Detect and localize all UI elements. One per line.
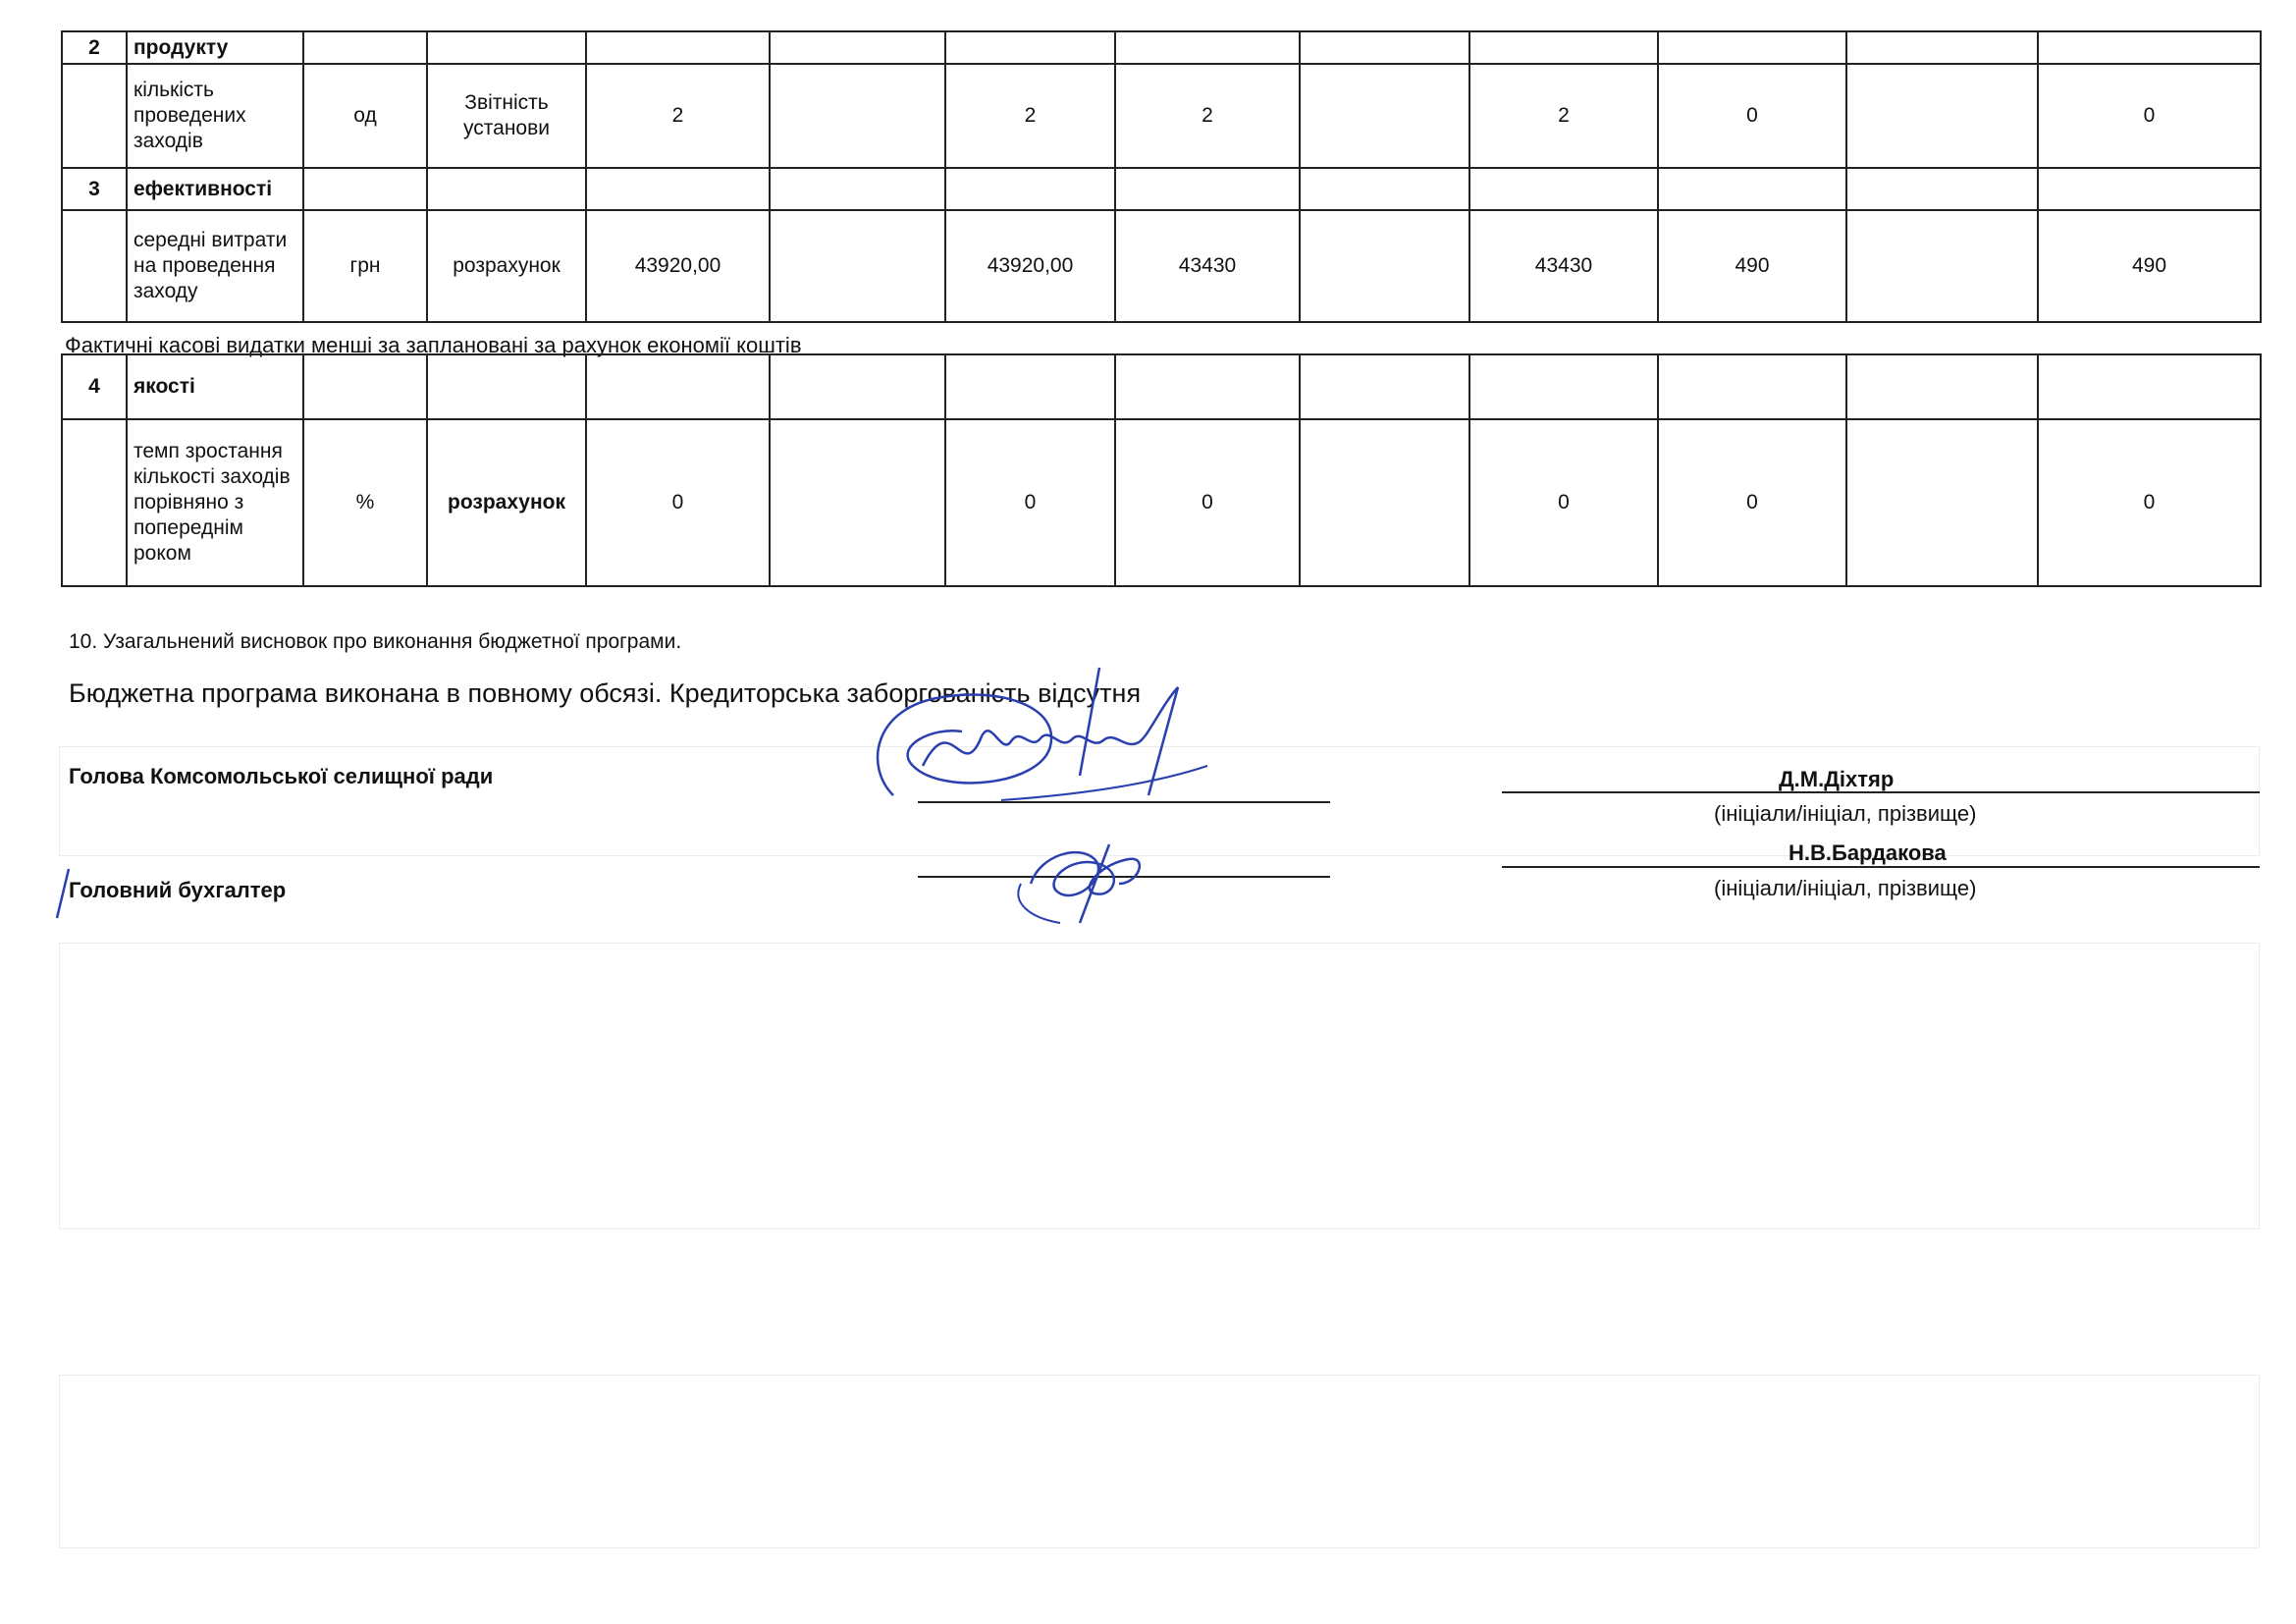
row-number: 2 xyxy=(62,31,127,64)
indicator-name: кількість проведених заходів xyxy=(127,64,303,168)
value-cell xyxy=(1300,168,1469,210)
unit-cell xyxy=(303,31,427,64)
value-cell xyxy=(770,419,945,586)
value-cell: 0 xyxy=(586,419,770,586)
row-number: 4 xyxy=(62,354,127,419)
value-cell xyxy=(1658,168,1846,210)
source-cell xyxy=(427,354,586,419)
unit-cell: грн xyxy=(303,210,427,322)
value-cell xyxy=(1846,210,2038,322)
source-cell xyxy=(427,168,586,210)
unit-cell xyxy=(303,168,427,210)
value-cell xyxy=(945,31,1115,64)
row-number xyxy=(62,210,127,322)
value-cell xyxy=(945,168,1115,210)
value-cell xyxy=(1300,31,1469,64)
value-cell: 2 xyxy=(586,64,770,168)
value-cell: 0 xyxy=(1658,419,1846,586)
value-cell: 0 xyxy=(2038,419,2261,586)
value-cell xyxy=(770,354,945,419)
value-cell: 2 xyxy=(1115,64,1300,168)
value-cell xyxy=(1658,31,1846,64)
margin-pen-mark xyxy=(49,864,79,923)
value-cell xyxy=(1115,31,1300,64)
table-row xyxy=(62,354,2261,419)
value-cell xyxy=(1846,354,2038,419)
value-cell xyxy=(770,168,945,210)
value-cell: 0 xyxy=(2038,64,2261,168)
value-cell xyxy=(1846,31,2038,64)
value-cell: 43920,00 xyxy=(945,210,1115,322)
indicators-table-part1 xyxy=(61,30,2262,323)
value-cell xyxy=(1300,419,1469,586)
value-cell xyxy=(586,31,770,64)
value-cell xyxy=(1658,354,1846,419)
value-cell: 43430 xyxy=(1469,210,1658,322)
unit-cell xyxy=(303,354,427,419)
head-signature-image xyxy=(854,648,1306,835)
value-cell xyxy=(770,210,945,322)
source-cell: Звітність установи xyxy=(427,64,586,168)
value-cell xyxy=(1300,64,1469,168)
head-caption: (ініціали/ініціал, прізвище) xyxy=(1714,801,1977,826)
source-cell xyxy=(427,31,586,64)
indicator-name: середні витрати на проведення заходу xyxy=(127,210,303,322)
unit-cell: од xyxy=(303,64,427,168)
value-cell xyxy=(1115,168,1300,210)
value-cell xyxy=(2038,168,2261,210)
accountant-title: Головний бухгалтер xyxy=(69,878,287,902)
value-cell: 0 xyxy=(945,419,1115,586)
value-cell xyxy=(945,354,1115,419)
value-cell xyxy=(770,64,945,168)
source-cell: розрахунок xyxy=(427,419,586,586)
value-cell xyxy=(1846,419,2038,586)
value-cell xyxy=(1300,210,1469,322)
value-cell: 43430 xyxy=(1115,210,1300,322)
value-cell xyxy=(586,168,770,210)
value-cell xyxy=(1469,31,1658,64)
table-row xyxy=(62,31,2261,64)
value-cell xyxy=(1846,168,2038,210)
section-10-title: 10. Узагальнений висновок про виконання бюджетної програми. xyxy=(69,630,682,653)
indicator-name: темп зростання кількості заходів порівняно з попереднім роком xyxy=(127,419,303,586)
value-cell: 490 xyxy=(2038,210,2261,322)
unit-cell: % xyxy=(303,419,427,586)
source-cell: розрахунок xyxy=(427,210,586,322)
value-cell: 0 xyxy=(1469,419,1658,586)
value-cell xyxy=(1115,354,1300,419)
value-cell xyxy=(1300,354,1469,419)
accountant-name: Н.В.Бардакова xyxy=(1789,840,1947,865)
indicators-table-part2 xyxy=(61,353,2262,587)
row-number xyxy=(62,64,127,168)
value-cell xyxy=(1469,354,1658,419)
accountant-caption: (ініціали/ініціал, прізвище) xyxy=(1714,876,1977,900)
section-header: ефективності xyxy=(127,168,303,210)
table-row xyxy=(62,419,2261,586)
value-cell: 2 xyxy=(1469,64,1658,168)
explanation-line: Фактичні касові видатки менші за заплановані за рахунок економії коштів xyxy=(65,333,802,357)
table-row xyxy=(62,168,2261,210)
value-cell xyxy=(2038,31,2261,64)
value-cell: 43920,00 xyxy=(586,210,770,322)
conclusion-text: Бюджетна програма виконана в повному обсязі. Кредиторська заборгованість відсутня xyxy=(69,678,1142,708)
section-header: продукту xyxy=(127,31,303,64)
table-row xyxy=(62,210,2261,322)
value-cell: 0 xyxy=(1658,64,1846,168)
value-cell: 0 xyxy=(1115,419,1300,586)
row-number xyxy=(62,419,127,586)
value-cell xyxy=(586,354,770,419)
head-title: Голова Комсомольської селищної ради xyxy=(69,764,494,788)
value-cell xyxy=(770,31,945,64)
table-row xyxy=(62,64,2261,168)
head-name: Д.М.Діхтяр xyxy=(1779,767,1895,791)
value-cell xyxy=(2038,354,2261,419)
value-cell xyxy=(1469,168,1658,210)
row-number: 3 xyxy=(62,168,127,210)
accountant-signature-image xyxy=(1001,825,1198,933)
value-cell: 490 xyxy=(1658,210,1846,322)
section-header: якості xyxy=(127,354,303,419)
value-cell xyxy=(1846,64,2038,168)
value-cell: 2 xyxy=(945,64,1115,168)
